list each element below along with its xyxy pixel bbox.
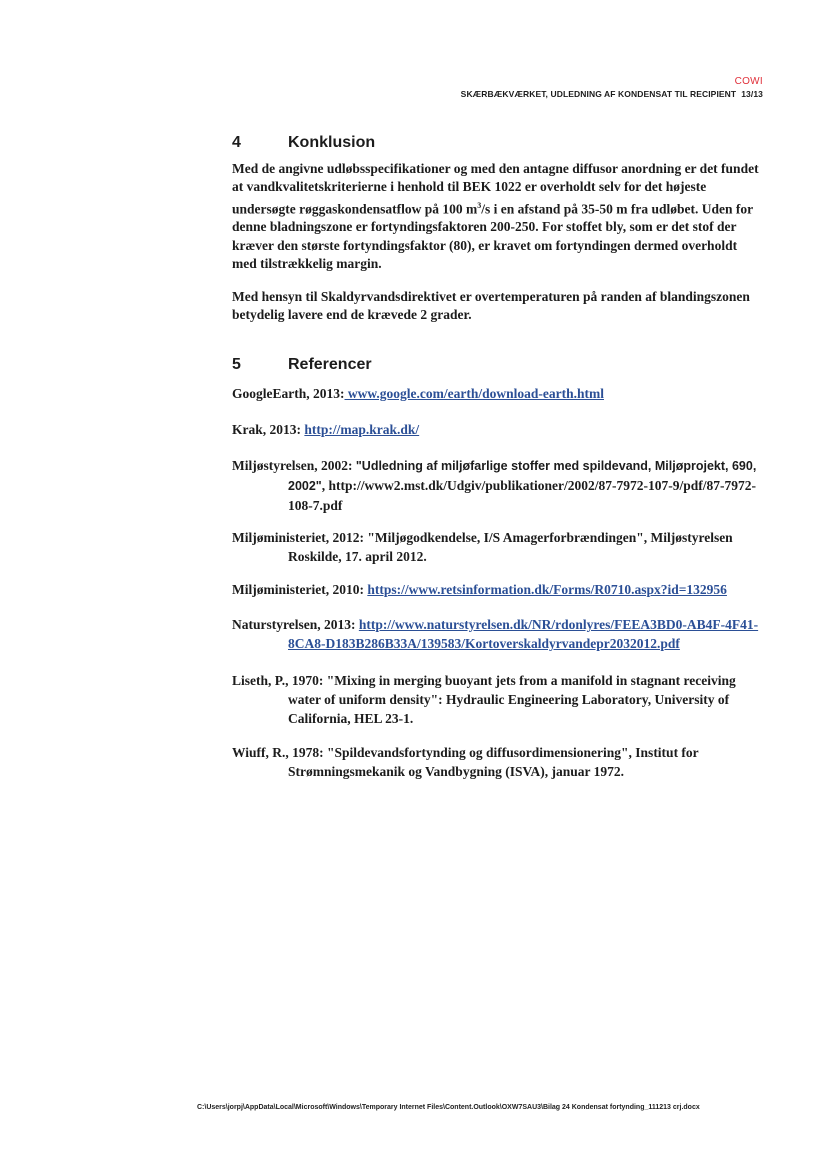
p1-text-a: Med de angivne udløbsspecifikationer og med den antagne diffusor anordning er det fundet at vandkvalitetskriterierne i henhold til BEK 1022 er overholdt selv for det højeste undersøgte røggaskondensatflow på 100 m: [232, 161, 759, 217]
running-header: [461, 89, 763, 99]
section-title: Konklusion: [288, 134, 376, 151]
section-title: Referencer: [288, 356, 372, 373]
p1-text-b: /s i en afstand på 35-50 m fra udløbet. Uden for denne bladningszone er fortyndingsfaktoren 200-250. For stoffet bly, som er det stof der kræver den største fortyndingsfaktor (80), er kravet om fortyndingen dermed overholdt med tilstrækkelig margin.: [232, 201, 753, 271]
reference-text: Naturstyrelsen, 2013:: [232, 617, 359, 632]
section-number: 4: [232, 134, 241, 151]
reference-text: GoogleEarth, 2013:: [232, 386, 345, 401]
section-number: 5: [232, 356, 241, 373]
reference-naturstyrelsen: [232, 615, 762, 653]
p1-superscript: 3: [477, 200, 482, 210]
reference-text: Miljøstyrelsen, 2002:: [232, 458, 356, 473]
reference-liseth: Liseth, P., 1970: "Mixing in merging buoyant jets from a manifold in stagnant receiving water of uniform density": Hydraulic Engineering Laboratory, University of California, HEL 23-1.: [232, 673, 736, 726]
page-number: 13/13: [741, 89, 763, 99]
conclusion-paragraph-2: Med hensyn til Skaldyrvandsdirektivet er overtemperaturen på randen af blandingszonen betydelig lavere end de krævede 2 grader.: [232, 289, 750, 323]
section-heading-konklusion: [232, 134, 375, 152]
reference-miljoministeriet-2010: [232, 580, 762, 599]
reference-link[interactable]: https://www.retsinformation.dk/Forms/R0710.aspx?id=132956: [367, 582, 727, 597]
brand-name: COWI: [734, 76, 763, 87]
reference-wiuff: Wiuff, R., 1978: "Spildevandsfortynding og diffusordimensionering", Institut for Strømningsmekanik og Vandbygning (ISVA), januar 1972.: [232, 745, 699, 779]
reference-link[interactable]: http://www.naturstyrelsen.dk/NR/rdonlyres/FEEA3BD0-AB4F-4F41-8CA8-D183B286B33A/139583/Kortoverskaldyrvandepr2032012.pdf: [288, 617, 759, 651]
section-heading-referencer: [232, 356, 372, 374]
reference-krak: [232, 420, 762, 439]
reference-miljoministeriet-2012: Miljøministeriet, 2012: "Miljøgodkendelse, I/S Amagerforbrændingen", Miljøstyrelsen Roskilde, 17. april 2012.: [232, 530, 733, 564]
running-title: SKÆRBÆKVÆRKET, UDLEDNING AF KONDENSAT TIL RECIPIENT: [460, 89, 737, 99]
conclusion-paragraph-1: [232, 160, 762, 273]
reference-text: Miljøministeriet, 2010:: [232, 582, 368, 597]
reference-link[interactable]: http://map.krak.dk/: [304, 422, 420, 437]
reference-text: Krak, 2013:: [232, 422, 305, 437]
page-header: [461, 76, 763, 99]
reference-link[interactable]: www.google.com/earth/download-earth.html: [344, 386, 604, 401]
reference-googleearth: [232, 384, 762, 403]
reference-title: "Udledning af miljøfarlige stoffer med spildevand, Miljøprojekt, 690, 2002": [288, 459, 757, 493]
reference-miljostyrelsen-2002: [232, 456, 762, 515]
file-path-footer: C:\Users\jorpj\AppData\Local\Microsoft\Windows\Temporary Internet Files\Content.Outlook\OXW7SAU3\Bilag 24 Kondensat fortynding_111213 crj.docx: [197, 1104, 700, 1111]
reference-url-text: , http://www2.mst.dk/Udgiv/publikationer/2002/87-7972-107-9/pdf/87-7972-108-7.pdf: [288, 478, 757, 513]
